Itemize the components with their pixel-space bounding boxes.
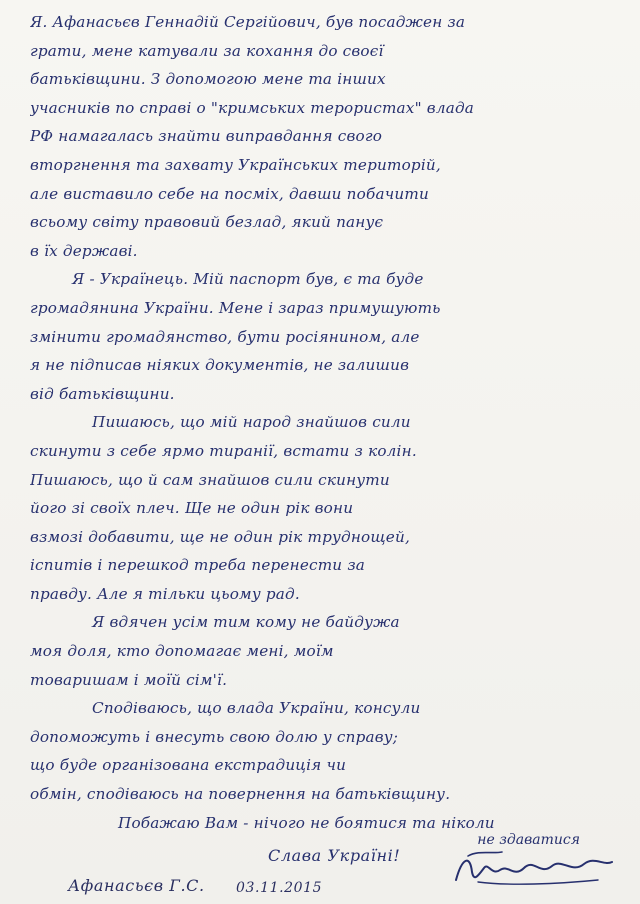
letter-line: від батьківщини. bbox=[30, 384, 175, 403]
letter-line: всьому світу правовий безлад, який панує bbox=[30, 213, 384, 232]
letter-line: РФ намагалась знайти виправдання свого bbox=[30, 127, 383, 146]
letter-line: грати, мене катували за кохання до своєї bbox=[30, 41, 384, 60]
letter-line: вторгнення та захвату Українських територій, bbox=[30, 155, 441, 174]
letter-line: моя доля, кто допомагає мені, моїм bbox=[30, 642, 334, 661]
signer-name: Афанасьєв Г.С. bbox=[68, 876, 205, 895]
letter-line: Я. Афанасьєв Геннадій Сергійович, був посаджен за bbox=[30, 13, 466, 31]
letter-line: що буде організована екстрадиція чи bbox=[30, 756, 347, 775]
letter-line: Пишаюсь, що й сам знайшов сили скинути bbox=[30, 470, 390, 489]
letter-line: Я - Українець. Мій паспорт був, є та буде bbox=[72, 270, 424, 289]
letter-line: я не підписав ніяких документів, не залишив bbox=[30, 356, 410, 375]
letter-line: взмозі добавити, ще не один рік труднощей, bbox=[30, 527, 410, 546]
letter-line: його зі своїх плеч. Ще не один рік вони bbox=[30, 499, 354, 518]
letter-line: Пишаюсь, що мій народ знайшов сили bbox=[92, 413, 411, 432]
letter-line: але виставило себе на посміх, давши побачити bbox=[30, 184, 429, 203]
letter-line: правду. Але я тільки цьому рад. bbox=[30, 584, 300, 603]
letter-line: допоможуть і внесуть свою долю у справу; bbox=[30, 727, 399, 746]
letter-date: 03.11.2015 bbox=[236, 880, 323, 896]
letter-line: Я вдячен усім тим кому не байдужа bbox=[92, 613, 400, 632]
letter-line: Сподіваюсь, що влада України, консули bbox=[92, 699, 421, 718]
letter-body bbox=[30, 8, 628, 837]
letter-line: товаришам і моїй сім'ї. bbox=[30, 670, 228, 689]
letter-line: учасників по справі о "кримських терористах" влада bbox=[30, 98, 475, 117]
letter-line: обмін, сподіваюсь на повернення на батьківщину. bbox=[30, 785, 451, 804]
letter-line: Побажаю Вам - нічого не боятися та ніколи bbox=[118, 813, 495, 832]
letter-line: батьківщини. З допомогою мене та інших bbox=[30, 70, 386, 89]
glory-line: Слава Україні! bbox=[268, 846, 401, 865]
closing-note: не здаватися bbox=[477, 832, 580, 848]
letter-line: іспитів і перешкод треба перенести за bbox=[30, 556, 366, 575]
handwritten-signature bbox=[448, 846, 618, 892]
letter-line: скинути з себе ярмо тиранії, встати з колін. bbox=[30, 441, 417, 460]
letter-line: громадянина України. Мене і зараз примушують bbox=[30, 298, 441, 317]
letter-line: в їх державі. bbox=[30, 241, 138, 260]
letter-line: змінити громадянство, бути росіянином, але bbox=[30, 327, 420, 346]
